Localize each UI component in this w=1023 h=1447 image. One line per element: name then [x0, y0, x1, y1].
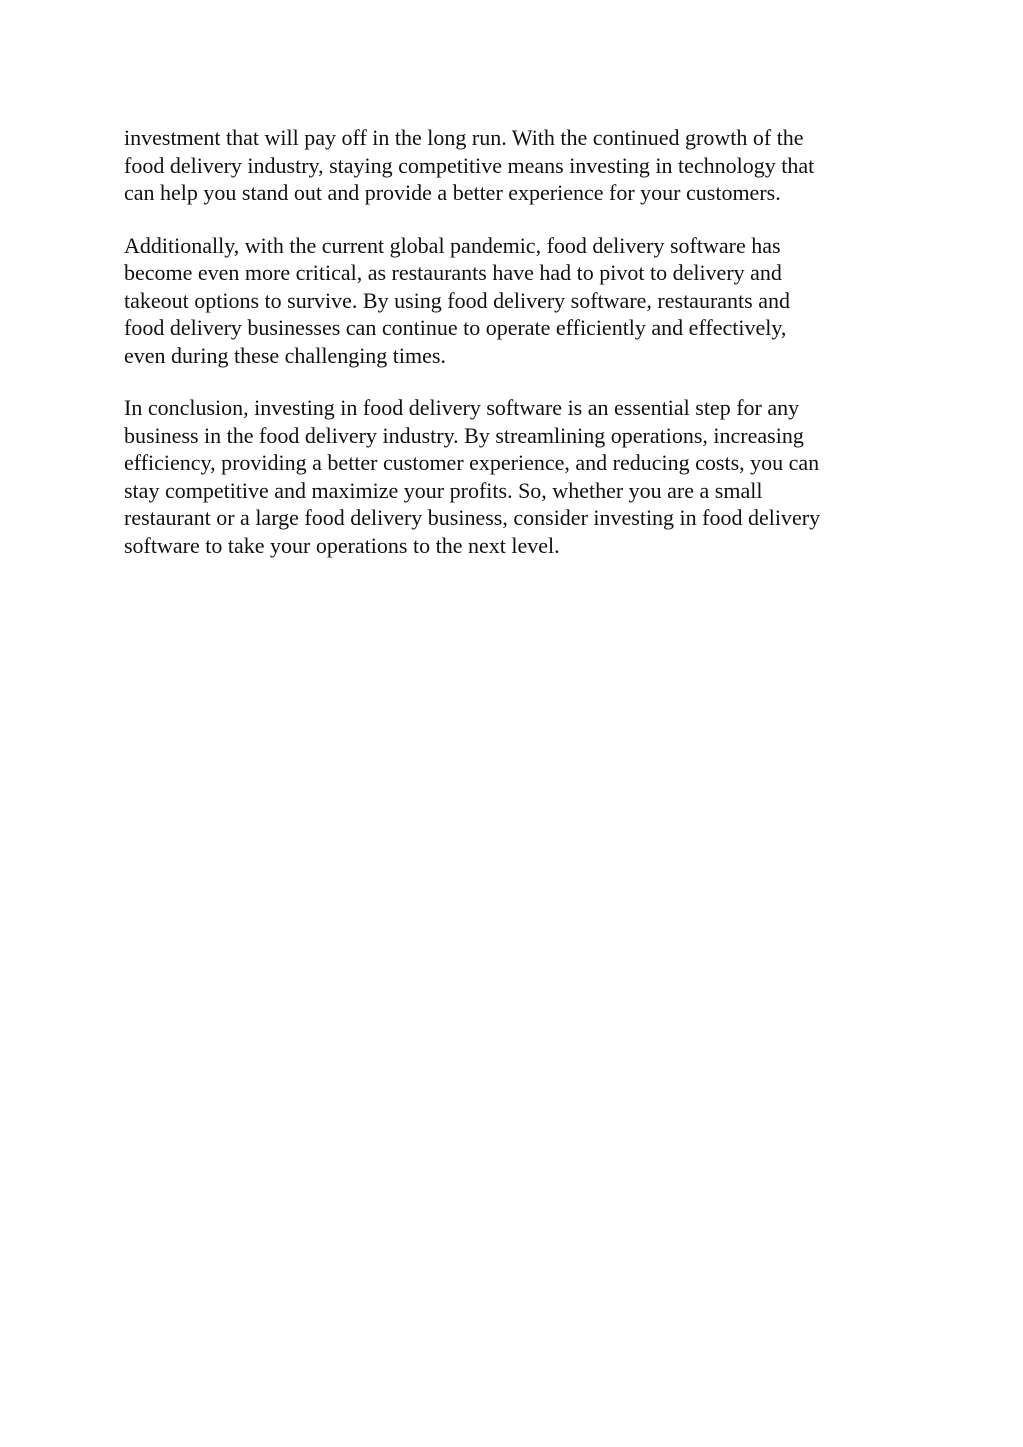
text-line: can help you stand out and provide a better experience for your customers.	[124, 180, 781, 205]
text-line: business in the food delivery industry. By streamlining operations, increasing	[124, 422, 804, 448]
text-line: food delivery industry, staying competitive means investing in technology that	[124, 152, 815, 178]
document-body	[124, 124, 904, 584]
text-line: even during these challenging times.	[124, 342, 446, 368]
text-line: software to take your operations to the next level.	[124, 532, 560, 558]
text-line: Additionally, with the current global pandemic, food delivery software has	[124, 232, 781, 258]
text-line: food delivery businesses can continue to operate efficiently and effectively,	[124, 315, 787, 340]
paragraph-conclusion	[124, 394, 904, 559]
text-line: become even more critical, as restaurants have had to pivot to delivery and	[124, 260, 782, 285]
text-line: efficiency, providing a better customer experience, and reducing costs, you can	[124, 450, 820, 475]
text-line: In conclusion, investing in food delivery software is an essential step for any	[124, 395, 800, 420]
text-line: investment that will pay off in the long run. With the continued growth of the	[124, 125, 804, 150]
paragraph-pandemic	[124, 232, 904, 370]
text-line: stay competitive and maximize your profits. So, whether you are a small	[124, 477, 763, 503]
paragraph-investment-conclusion	[124, 124, 904, 207]
text-line: restaurant or a large food delivery business, consider investing in food delivery	[124, 505, 821, 530]
text-line: takeout options to survive. By using food delivery software, restaurants and	[124, 287, 790, 313]
